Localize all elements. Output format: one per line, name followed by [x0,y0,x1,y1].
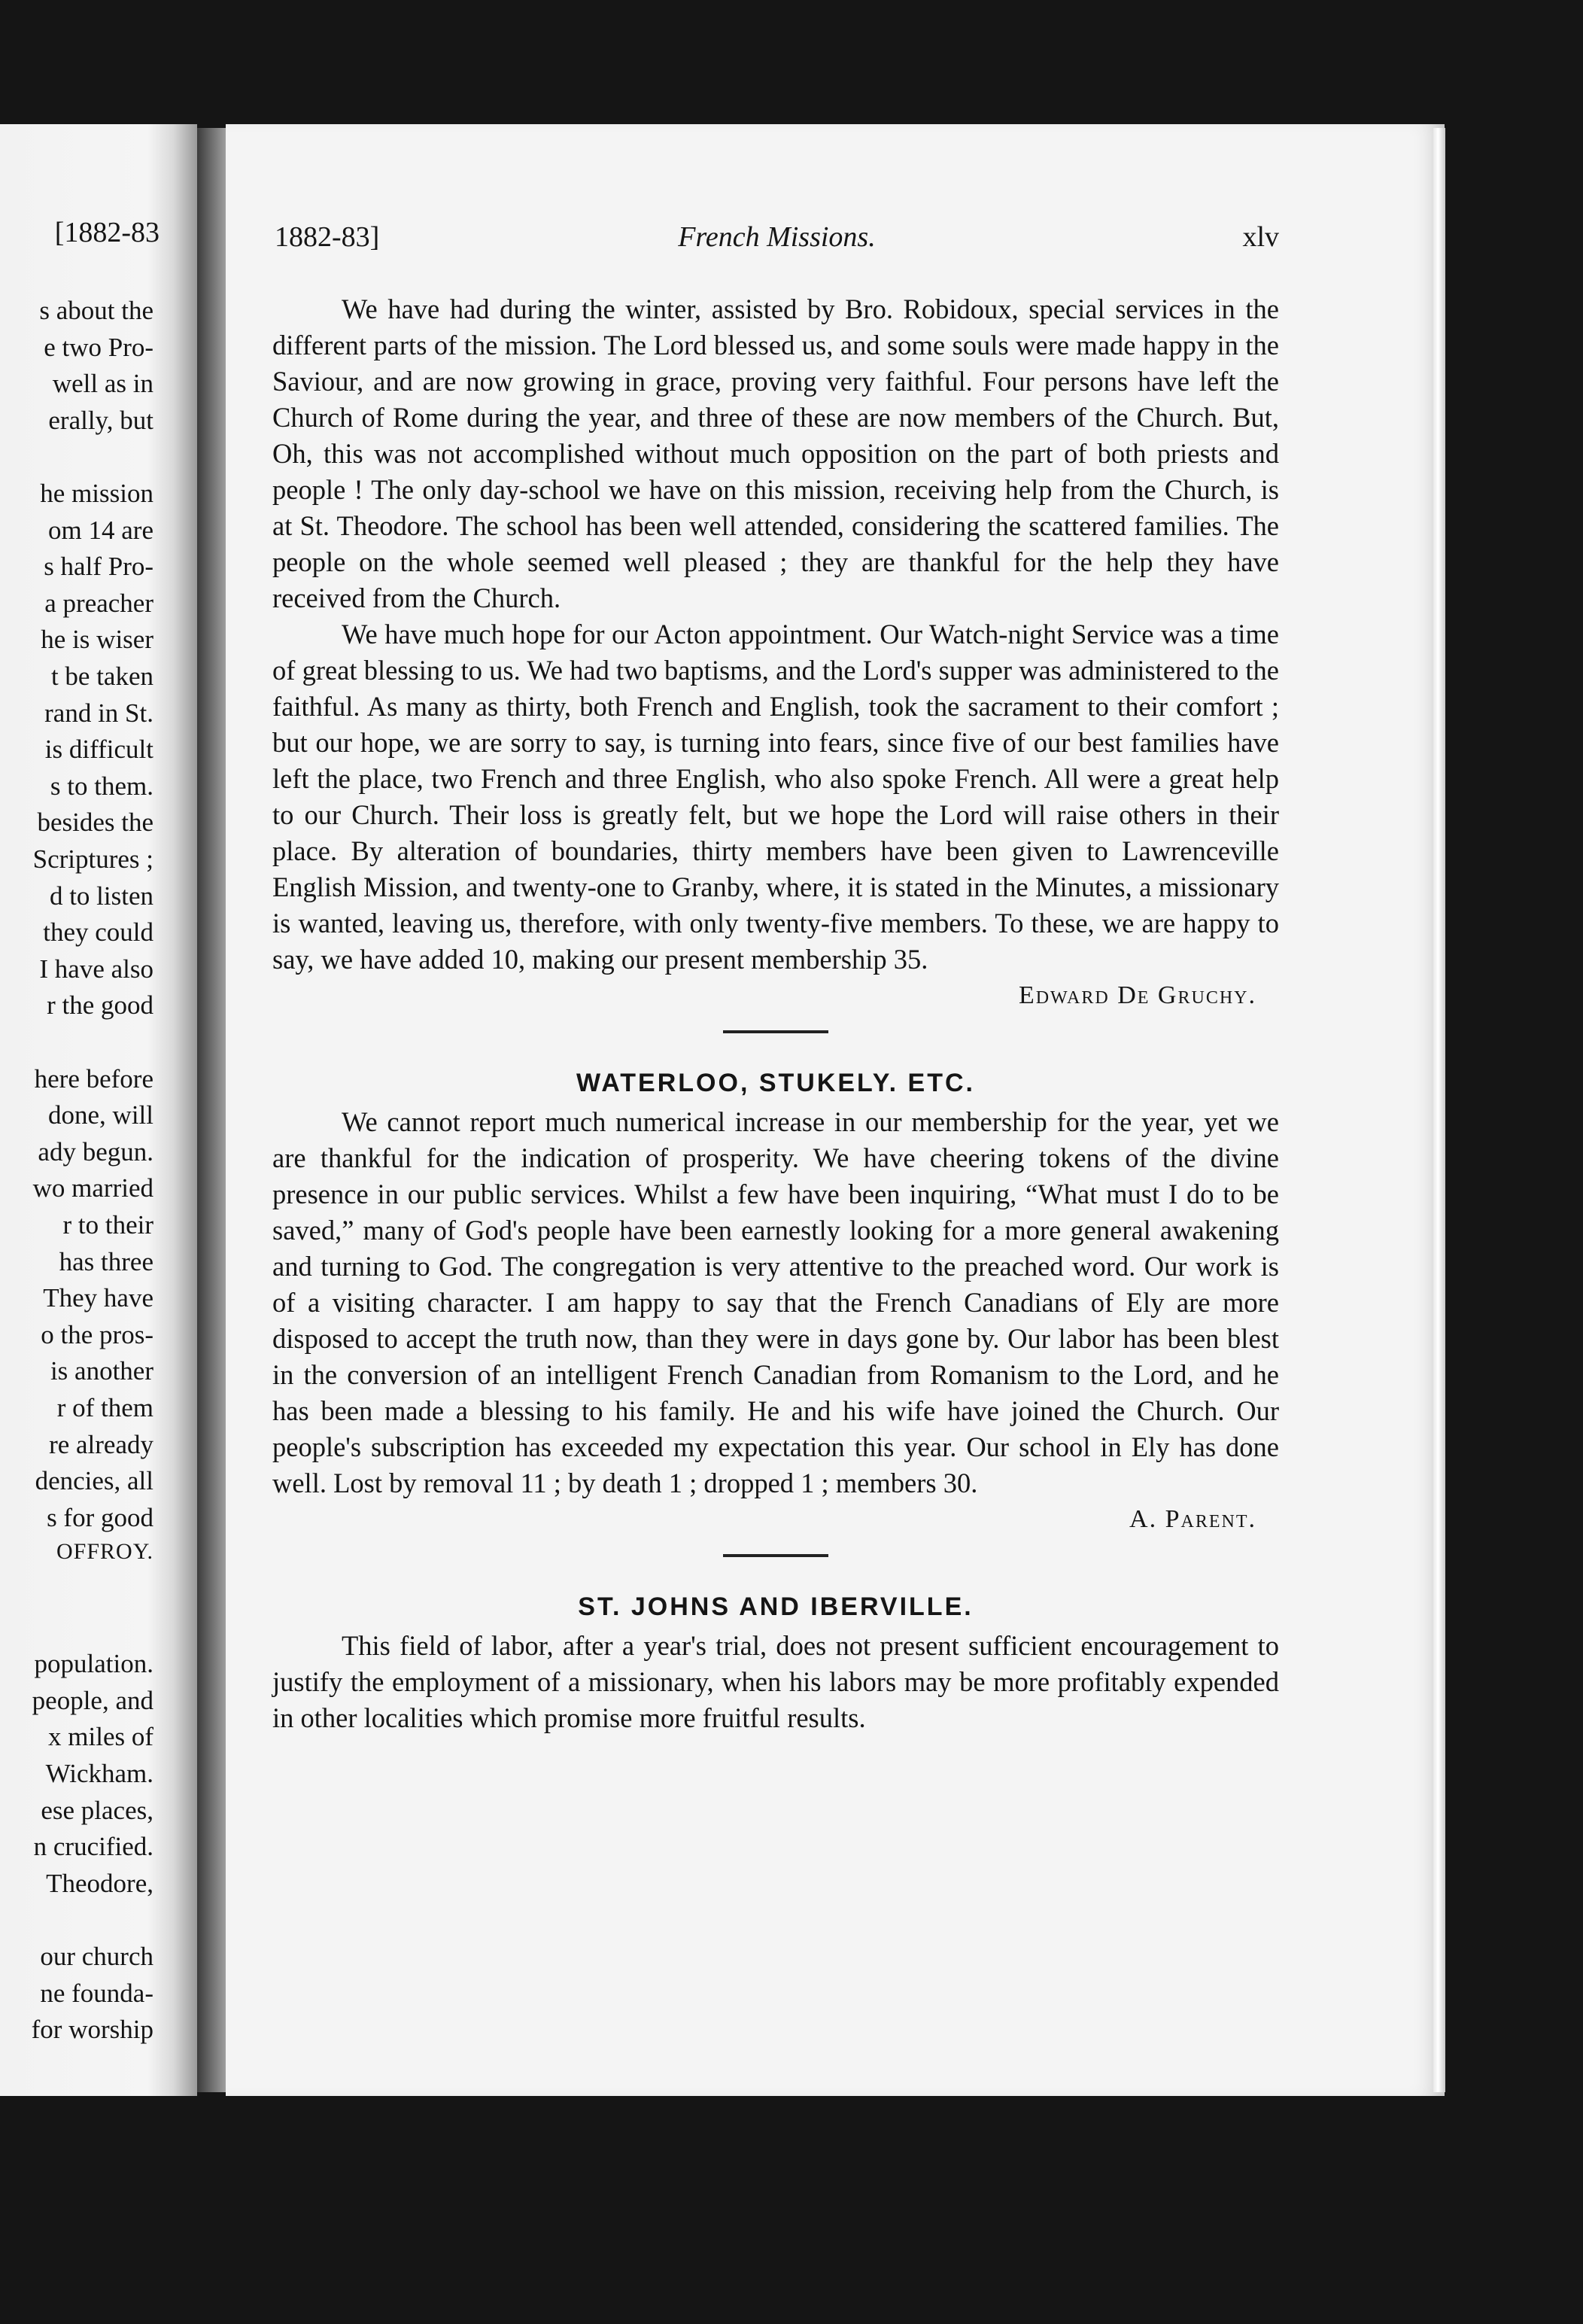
paragraph: This field of labor, after a year's trial, does not present sufficient encouragement to justify the employment of a missionary, when his labors may be more profitably expended in other localities which promise more fruitful results. [272,1630,1279,1733]
previous-page-line: is difficult [44,735,153,765]
previous-page-line: s about the [39,296,153,325]
previous-page-line: om 14 are [48,515,153,545]
previous-page-line: population. [34,1649,153,1679]
previous-page-header: [1882-83 [54,217,160,248]
previous-page-line: for worship [31,2015,153,2045]
previous-page-line: is another [50,1356,153,1386]
previous-page-line: they could [43,917,153,948]
previous-page-line: s for good [47,1502,153,1532]
previous-page-line: r of them [56,1393,153,1422]
previous-page-line: I have also [39,954,153,984]
previous-page-line: he mission [40,479,153,508]
previous-page-line: besides the [37,808,153,838]
section-divider [723,1030,828,1033]
signature: Edward De Gruchy. [1018,981,1256,1009]
previous-page-line: people, and [32,1685,153,1715]
previous-page-line: r to their [62,1210,153,1240]
previous-page-line: re already [49,1429,153,1459]
previous-page-line: wo married [32,1173,153,1203]
page-number: xlv [1242,221,1279,253]
previous-page-line: a preacher [44,588,153,618]
page-edge [1433,128,1445,2092]
previous-page-line: OFFROY. [56,1539,153,1565]
previous-page-line: They have [43,1283,153,1313]
previous-page-line: e two Pro- [44,332,153,362]
previous-page-line: Wickham. [45,1759,153,1788]
previous-page [0,124,197,2096]
previous-page-line: x miles of [48,1722,153,1752]
paragraph: We cannot report much numerical increase in our membership for the year, yet we are thankful for the indication of prosperity. We have cheering tokens of the divine presence in our public services. Whilst a few have been inquiring, “What must I do to be saved,” many of God's people have been earnestly looking for a more general awakening and turning to God. The congregation is very attentive to the preached word. Our work is of a visiting character. I am happy to say that the French Canadians of Ely are more disposed to accept the truth now, than they were in days gone by. Our labor has been blest in the conversion of an intelligent French Canadian from Romanism to the Lord, and he has been made a blessing to his family. He and his wife have joined the Church. Our people's subscription has exceeded my expectation this year. Our school in Ely has done well. Lost by removal 11 ; by death 1 ; dropped 1 ; members 30. [272,1106,1279,1498]
section-divider [723,1554,828,1557]
previous-page-line: Theodore, [46,1868,153,1898]
previous-page-line: o the pros- [41,1319,153,1349]
previous-page-line: well as in [52,369,153,399]
previous-page-line: done, will [48,1100,153,1130]
page-content [272,291,1279,1736]
previous-page-line: t be taken [50,662,153,691]
page [226,124,1445,2096]
previous-page-line: dencies, all [35,1466,153,1496]
previous-page-line: r the good [47,990,153,1021]
paragraph: We have much hope for our Acton appointment. Our Watch-night Service was a time of great blessing to us. We had two baptisms, and the Lord's supper was administered to the faithful. As many as thirty, both French and English, took the sacrament to their comfort ; but our hope, we are sorry to say, is turning into fears, since five of our best families have left the place, two French and three English, who also spoke French. All were a great help to our Church. Their loss is greatly felt, but we hope the Lord will raise others in their place. By alteration of boundaries, thirty members have been given to Lawrenceville English Mission, and twenty-one to Granby, where, it is stated in the Minutes, a missionary is wanted, leaving us, therefore, with only twenty-five members. To these, we are happy to say, we have added 10, making our present membership 35. [272,619,1279,975]
section-title: WATERLOO, STUKELY. ETC. [576,1069,975,1097]
previous-page-line: d to listen [49,881,153,911]
previous-page-line: our church [40,1942,153,1971]
signature: A. Parent. [1129,1505,1256,1533]
header-title: French Missions. [678,221,876,253]
paragraph: We have had during the winter, assisted by Bro. Robidoux, special services in the different parts of the mission. The Lord blessed us, and some souls were made happy in the Saviour, and are now growing in grace, proving very faithful. Four persons have left the Church of Rome during the year, and three of these are now members of the Church. But, Oh, this was not accomplished without much opposition on the part of both priests and people ! The only day-school we have on this mission, receiving help from the Church, is at St. Theodore. The school has been well attended, considering the scattered families. The people on the whole seemed well pleased ; they are thankful for the help they have received from the Church. [272,294,1279,613]
previous-page-line: s half Pro- [44,552,153,582]
previous-page-line: has three [59,1246,153,1276]
previous-page-line: n crucified. [33,1832,153,1862]
previous-page-line: here before [34,1063,153,1094]
previous-page-line: rand in St. [44,698,153,728]
previous-page-line: Scriptures ; [32,844,153,874]
previous-page-line: ne founda- [40,1978,153,2008]
running-header [275,221,1279,257]
previous-page-line: erally, but [48,405,153,435]
section-title: ST. JOHNS AND IBERVILLE. [578,1592,974,1621]
header-year: 1882-83] [275,221,380,253]
previous-page-line: he is wiser [41,625,153,655]
previous-page-line: ady begun. [38,1136,153,1167]
previous-page-line: ese places, [41,1795,153,1825]
previous-page-line: s to them. [50,771,153,801]
